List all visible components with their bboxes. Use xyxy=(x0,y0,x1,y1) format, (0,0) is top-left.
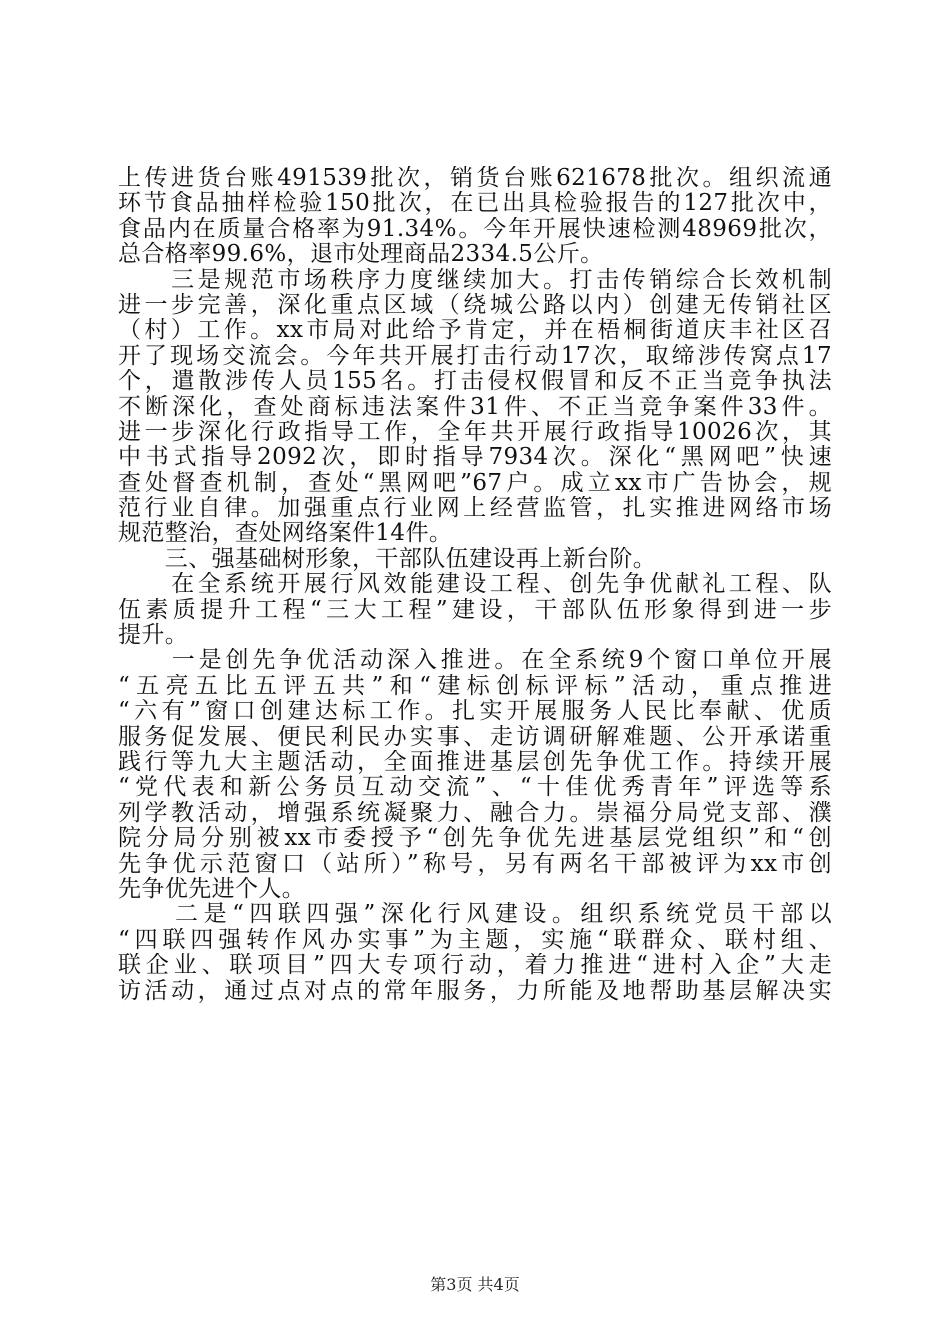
text-line: 范行业自律。加强重点行业网上经营监管，扎实推进网络市场 xyxy=(118,496,832,522)
text-line: “六有”窗口创建达标工作。扎实开展服务人民比奉献、优质 xyxy=(118,699,832,725)
text-line: 中书式指导2092次，即时指导7934次。深化“黑网吧”快速 xyxy=(118,445,832,471)
text-line: 一是创先争优活动深入推进。在全系统9个窗口单位开展 xyxy=(118,648,832,674)
text-line: 环节食品抽样检验150批次，在已出具检验报告的127批次中， xyxy=(118,191,832,217)
text-line: 院分局分别被xx市委授予“创先争优先进基层党组织”和“创 xyxy=(118,826,832,852)
text-line: 个，遣散涉传人员155名。打击侵权假冒和反不正当竞争执法 xyxy=(118,369,832,395)
text-line: “党代表和新公务员互动交流”、“十佳优秀青年”评选等系 xyxy=(118,775,832,801)
text-line: 规范整治，查处网络案件14件。 xyxy=(118,520,453,547)
text-line: 不断深化，查处商标违法案件31件、不正当竞争案件33件。 xyxy=(118,394,832,420)
text-line: “四联四强转作风办实事”为主题，实施“联群众、联村组、 xyxy=(118,927,832,953)
text-line: 访活动，通过点对点的常年服务，力所能及地帮助基层解决实 xyxy=(118,978,832,1004)
text-line: 总合格率99.6%，退市处理商品2334.5公斤。 xyxy=(118,241,604,268)
text-line: “五亮五比五评五共”和“建标创标评标”活动，重点推进 xyxy=(118,673,832,699)
text-line: 先争优示范窗口（站所）”称号，另有两名干部被评为xx市创 xyxy=(118,851,832,877)
text-line: 在全系统开展行风效能建设工程、创先争优献礼工程、队 xyxy=(118,572,832,598)
text-line: 列学教活动，增强系统凝聚力、融合力。崇福分局党支部、濮 xyxy=(118,800,832,826)
text-line: 二是“四联四强”深化行风建设。组织系统党员干部以 xyxy=(118,902,832,928)
text-line: 提升。 xyxy=(118,622,189,649)
text-line: 进一步深化行政指导工作，全年共开展行政指导10026次，其 xyxy=(118,419,832,445)
text-line: 先争优先进个人。 xyxy=(118,875,306,902)
text-line: 践行等九大主题活动，全面推进基层创先争优工作。持续开展 xyxy=(118,749,832,775)
text-line: 三、强基础树形象，干部队伍建设再上新台阶。 xyxy=(118,545,657,572)
text-line: 联企业、联项目”四大专项行动，着力推进“进村入企”大走 xyxy=(118,953,832,979)
text-line: 三是规范市场秩序力度继续加大。打击传销综合长效机制 xyxy=(118,267,832,293)
text-line: 查处督查机制，查处“黑网吧”67户。成立xx市广告协会，规 xyxy=(118,470,832,496)
document-body xyxy=(118,166,832,1004)
text-line: （村）工作。xx市局对此给予肯定，并在梧桐街道庆丰社区召 xyxy=(118,318,832,344)
text-line: 开了现场交流会。今年共开展打击行动17次，取缔涉传窝点17 xyxy=(118,343,832,369)
text-line: 进一步完善，深化重点区域（绕城公路以内）创建无传销社区 xyxy=(118,292,832,318)
text-line: 食品内在质量合格率为91.34%。今年开展快速检测48969批次， xyxy=(118,216,832,242)
text-line: 上传进货台账491539批次，销货台账621678批次。组织流通 xyxy=(118,166,832,191)
text-line: 伍素质提升工程“三大工程”建设，干部队伍形象得到进一步 xyxy=(118,597,832,623)
text-line: 服务促发展、便民利民办实事、走访调研解难题、公开承诺重 xyxy=(118,724,832,750)
page-footer: 第3页 共4页 xyxy=(430,1275,520,1294)
